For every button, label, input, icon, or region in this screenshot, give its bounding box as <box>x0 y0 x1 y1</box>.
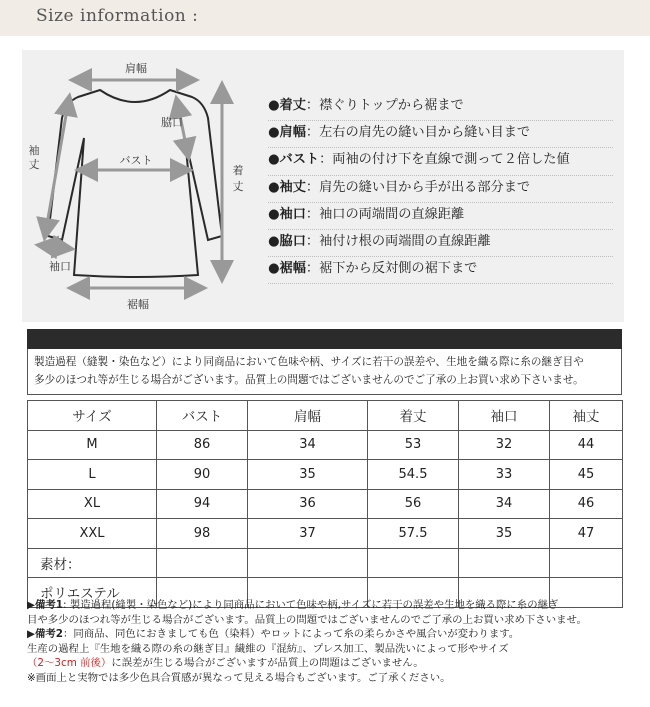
table-cell <box>368 548 459 578</box>
table-cell: 35 <box>459 519 550 549</box>
garment-diagram <box>22 50 252 322</box>
desc-length: ●着丈：襟ぐりトップから裾まで <box>268 94 613 121</box>
table-cell <box>248 548 368 578</box>
table-cell: 90 <box>157 460 248 490</box>
hem-label: 裾幅 <box>127 298 149 311</box>
notice-line-2: 多少のほつれ等が生じる場合がございます。品質上の問題ではございませんのでご了承の上お買い求め下さいませ。 <box>34 374 584 386</box>
table-cell: 46 <box>550 489 623 519</box>
table-cell <box>550 548 623 578</box>
notice-box <box>27 349 622 395</box>
table-cell: M <box>28 430 157 460</box>
table-row <box>28 489 623 519</box>
table-cell: 33 <box>459 460 550 490</box>
length-label-1: 着 <box>232 164 244 177</box>
footnotes <box>27 598 627 686</box>
shoulder-label: 肩幅 <box>125 62 147 75</box>
measurement-descriptions <box>268 94 613 284</box>
size-table <box>27 400 623 608</box>
table-cell: XL <box>28 489 157 519</box>
bust-label: バスト <box>119 154 153 167</box>
table-header-cell: バスト <box>157 401 248 431</box>
table-row <box>28 460 623 490</box>
header-bar <box>0 0 650 36</box>
table-cell <box>459 548 550 578</box>
length-label-2: 丈 <box>232 180 244 193</box>
material-value: ポリエステル <box>28 578 157 608</box>
note-1-cont: 目や多少のほつれ等が生じる場合がございます。品質上の問題ではございませんのでご了承の上お買い求め下さいませ。 <box>27 613 587 626</box>
armpit-label: 脇口 <box>161 116 183 129</box>
material-label-row <box>28 548 623 578</box>
page-title: Size information : <box>36 6 199 26</box>
table-cell: 34 <box>248 430 368 460</box>
table-cell: XXL <box>28 519 157 549</box>
cuff-arrow <box>46 246 64 248</box>
table-cell: 35 <box>248 460 368 490</box>
table-header-row <box>28 401 623 431</box>
table-cell: L <box>28 460 157 490</box>
material-label: 素材： <box>28 548 157 578</box>
table-cell: 54.5 <box>368 460 459 490</box>
table-header-cell: 袖口 <box>459 401 550 431</box>
sleeve-arrow <box>46 104 68 230</box>
table-header-cell: 肩幅 <box>248 401 368 431</box>
table-row <box>28 519 623 549</box>
note-4: （2～3cm 前後）に誤差が生じる場合がございますが品質上の問題はございません。 <box>27 657 424 670</box>
notice-line-1: 製造過程（縫製・染色など）により同商品において色味や柄、サイズに若干の誤差や、生地を織る際に糸の継ぎ目や <box>34 356 584 368</box>
desc-sleeve-length: ●袖丈：肩先の縫い目から手が出る部分まで <box>268 176 613 203</box>
garment-outline <box>48 90 222 277</box>
desc-shoulder: ●肩幅：左右の肩先の縫い目から縫い目まで <box>268 121 613 148</box>
table-cell: 94 <box>157 489 248 519</box>
table-cell: 37 <box>248 519 368 549</box>
table-cell: 86 <box>157 430 248 460</box>
cuff-label: 袖口 <box>49 260 71 273</box>
sleeve-label-1: 袖 <box>28 144 40 157</box>
note-2: ▶備考2：同商品、同色におきましても色（染料）やロットによって糸の柔らかさや風合いが変わります。 <box>27 628 520 641</box>
tolerance-text: （2～3cm 前後） <box>27 657 112 670</box>
table-cell: 36 <box>248 489 368 519</box>
table-cell: 32 <box>459 430 550 460</box>
table-header-cell: 袖丈 <box>550 401 623 431</box>
table-cell: 56 <box>368 489 459 519</box>
table-cell: 44 <box>550 430 623 460</box>
sleeve-label-2: 丈 <box>28 158 40 171</box>
note-3: 生産の過程上『生地を織る際の糸の継ぎ目』繊維の『混紡』、プレス加工、製品洗いによって形やサイズ <box>27 642 509 655</box>
desc-armpit: ●脇口：袖付け根の両端間の直線距離 <box>268 230 613 257</box>
note-5: ※画面上と実物では多少色具合質感が異なって見える場合もございます。ご了承ください。 <box>27 671 451 684</box>
table-cell: 47 <box>550 519 623 549</box>
table-row <box>28 430 623 460</box>
table-cell: 57.5 <box>368 519 459 549</box>
section-divider <box>27 329 622 349</box>
table-cell: 34 <box>459 489 550 519</box>
desc-hem: ●裾幅：裾下から反対側の裾下まで <box>268 257 613 284</box>
desc-cuff: ●袖口：袖口の両端間の直線距離 <box>268 203 613 230</box>
table-header-cell: サイズ <box>28 401 157 431</box>
desc-bust: ●バスト：両袖の付け下を直線で測って２倍した値 <box>268 148 613 175</box>
table-cell: 45 <box>550 460 623 490</box>
table-cell: 53 <box>368 430 459 460</box>
note-1: ▶備考1: 製造過程(縫製・染色など)により同商品において色味や柄,サイズに若干の誤差や生地を織る際に糸の継ぎ <box>27 599 559 611</box>
table-cell <box>157 548 248 578</box>
table-cell: 98 <box>157 519 248 549</box>
table-header-cell: 着丈 <box>368 401 459 431</box>
